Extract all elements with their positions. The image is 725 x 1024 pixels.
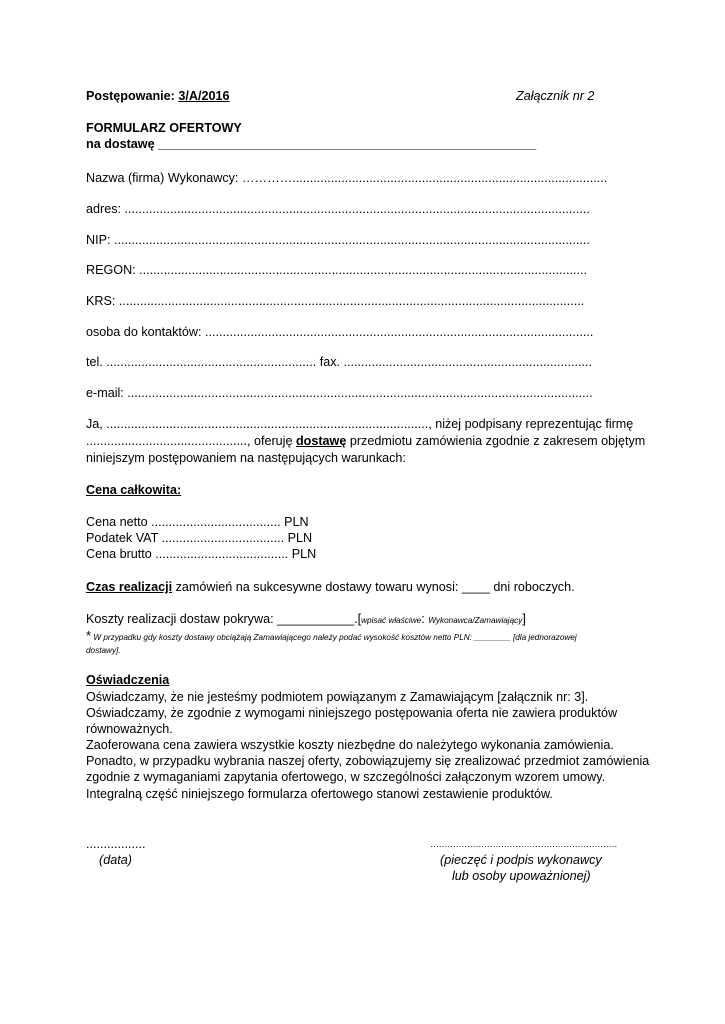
delivery-label: na dostawę [86, 137, 159, 151]
delivery-line [86, 136, 536, 152]
signature-label-2: lub osoby upoważnionej) [452, 869, 591, 883]
footnote-star: * [86, 628, 92, 643]
proceeding-line [86, 88, 230, 104]
email-field: e-mail: ..................................................................................................................................... [86, 386, 593, 400]
contact-person-field: osoba do kontaktów: ............................................................................................................... [86, 325, 594, 339]
declaration-line-1: Ja, ............................................................................................, niżej podpisany reprezentując firmę [86, 417, 634, 431]
statement-commitment-2: zgodnie z wymaganiami zapytania ofertowego, w szczególności załączonym wzorem umowy. [86, 770, 606, 784]
signature-label-1: (pieczęć i podpis wykonawcy [440, 853, 602, 867]
bracket-open: [ [357, 612, 362, 626]
footnote-text: W przypadku gdy koszty dostawy obciążają Zamawiającego należy podać wysokość kosztów netto PLN: ________ [dla jednorazowej [91, 633, 577, 642]
form-title: FORMULARZ OFERTOWY [86, 121, 242, 135]
delivery-blank: ______________________________________________________ [158, 137, 537, 151]
attachment-label: Załącznik nr 2 [516, 89, 595, 103]
statement-no-equivalents-1: Oświadczamy, że zgodnie z wymogami niniejszego postępowania oferta nie zawiera produktów [86, 706, 618, 720]
statement-no-equivalents-2: równoważnych. [86, 722, 173, 736]
declaration-line-3: niniejszym postępowaniem na następujących warunkach: [86, 451, 406, 465]
gross-price-field: Cena brutto ...................................... PLN [86, 547, 317, 561]
declaration-line-2-end: przedmiotu zamówienia zgodnie z zakresem objętym [346, 434, 646, 448]
declaration-line-2-start: .............................................., oferuję [86, 434, 296, 448]
address-field: adres: ..................................................................................................................................... [86, 202, 590, 216]
phone-fax-field: tel. ............................................................ fax. ....................................................................... [86, 355, 592, 369]
statement-price-includes: Zaoferowana cena zawiera wszystkie koszty niezbędne do należytego wykonania zamówienia. [86, 738, 614, 752]
footnote-line-2: dostawy]. [86, 646, 121, 655]
payer-options-note: Wykonawca/Zamawiający [428, 616, 523, 625]
delivery-costs-text: Koszty realizacji dostaw pokrywa: ___________. [86, 612, 358, 626]
bracket-close: ] [522, 612, 526, 626]
signature-dots: ………………………………………………………… [430, 839, 617, 849]
net-price-field: Cena netto ..................................... PLN [86, 515, 309, 529]
fill-in-note: wpisać właściwe [361, 616, 422, 625]
delivery-costs-line [86, 611, 526, 629]
company-name-field: Nazwa (firma) Wykonawcy: ………….......................................................................................... [86, 171, 608, 185]
delivery-time-text: zamówień na sukcesywne dostawy towaru wynosi: ____ dni roboczych. [172, 580, 575, 594]
nip-field: NIP: ........................................................................................................................................ [86, 233, 590, 247]
statements-heading: Oświadczenia [86, 673, 170, 687]
vat-field: Podatek VAT ................................... PLN [86, 531, 313, 545]
krs-field: KRS: ..................................................................................................................................... [86, 294, 585, 308]
regon-field: REGON: ................................................................................................................................ [86, 263, 588, 277]
statement-related-entity: Oświadczamy, że nie jesteśmy podmiotem powiązanym z Zamawiającym [załącznik nr: 3]. [86, 690, 589, 704]
note-colon: : [421, 612, 429, 626]
proceeding-number: 3/A/2016 [178, 89, 230, 103]
statement-integral-part: Integralną część niniejszego formularza ofertowego stanowi zestawienie produktów. [86, 787, 553, 801]
footnote-line-1 [86, 628, 577, 646]
delivery-emphasis: dostawę [295, 434, 347, 448]
date-label: (data) [99, 853, 132, 867]
date-dots: ................. [86, 837, 146, 851]
proceeding-label: Postępowanie: [86, 89, 179, 103]
delivery-time-line [86, 579, 575, 595]
delivery-time-label: Czas realizacji [86, 580, 173, 594]
total-price-heading: Cena całkowita: [86, 483, 182, 497]
declaration-line-2 [86, 433, 645, 449]
statement-commitment-1: Ponadto, w przypadku wybrania naszej oferty, zobowiązujemy się zrealizować przedmiot zamówienia [86, 754, 650, 768]
